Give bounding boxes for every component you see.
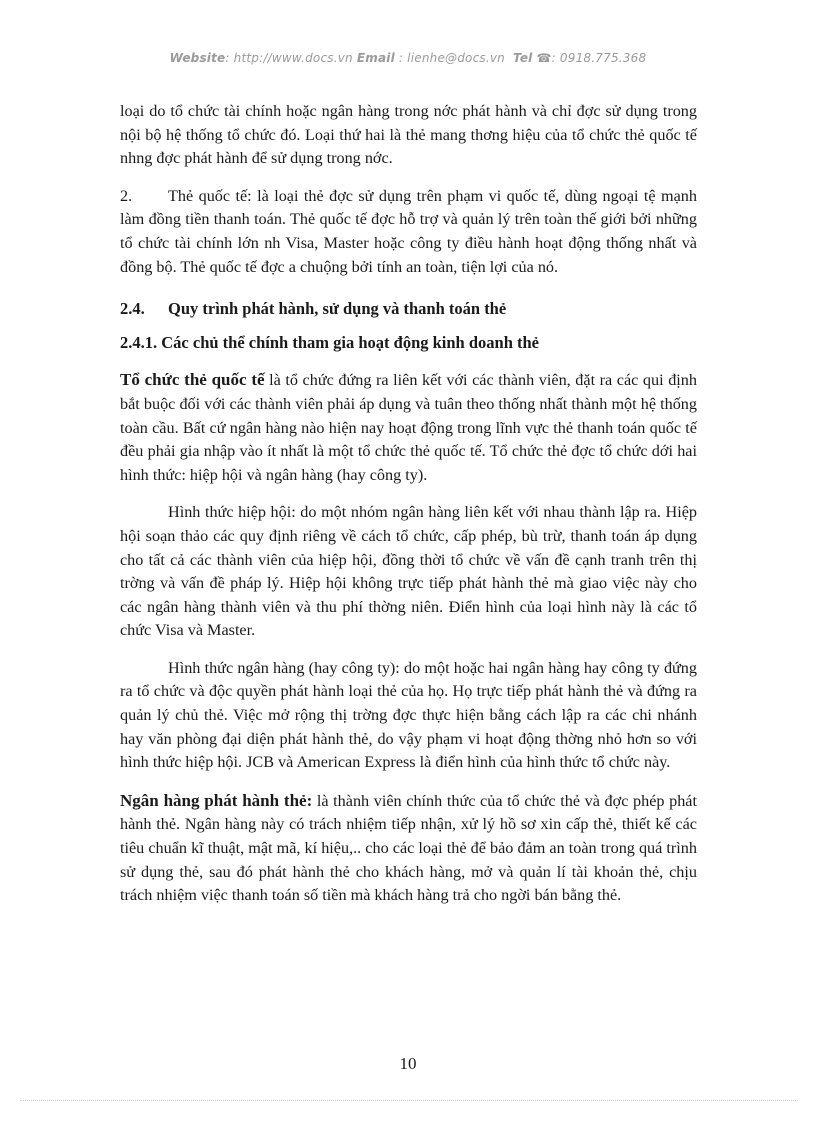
paragraph-text: là thành viên chính thức của tổ chức thẻ và đợc phép phát hành thẻ. Ngân hàng này có trách nhiệm tiếp nhận, xử lý hồ sơ xin cấp thẻ, thiết kế các tiêu chuẩn kĩ thuật, mật mã, kí hiệu,.. cho các loại thẻ để bảo đảm an toàn trong quá trình sử dụng thẻ, sau đó phát hành thẻ cho khách hàng, mở và quản lí tài khoản thẻ, chịu trách nhiệm việc thanh toán số tiền mà khách hàng trả cho ngời bán bằng thẻ. <box>120 791 697 905</box>
list-number: 2. <box>120 186 133 205</box>
paragraph-card-types: loại do tổ chức tài chính hoặc ngân hàng trong nớc phát hành và chỉ đợc sử dụng trong nội bộ hệ thống tổ chức đó. Loại thứ hai là thẻ mang thơng hiệu của tổ chức thẻ quốc tế nhng đợc phát hành để sử dụng trong nớc. <box>120 102 697 168</box>
paragraph-bank-form: Hình thức ngân hàng (hay công ty): do một hoặc hai ngân hàng hay công ty đứng ra tổ chức và độc quyền phát hành loại thẻ của họ. Họ trực tiếp phát hành thẻ và đứng ra quản lý chủ thẻ. Việc mở rộng thị trờng đợc thực hiện bằng cách lập ra các chi nhánh hay văn phòng đại diện phát hành thẻ, do vậy phạm vi hoạt động thờng nhỏ hơn so với hình thức hiệp hội. JCB và American Express là điển hình của hình thức tổ chức này. <box>120 658 697 772</box>
email-value: : lienhe@docs.vn <box>398 51 505 65</box>
phone-icon: ☎ <box>536 51 552 65</box>
term-bold: Tổ chức thẻ quốc tế <box>120 370 265 390</box>
tel-label: Tel <box>513 51 533 65</box>
tel-value: : 0918.775.368 <box>551 51 647 65</box>
page-number: 10 <box>399 1054 417 1073</box>
website-label: Website <box>169 51 226 65</box>
page-header <box>0 51 816 65</box>
section-heading <box>120 297 697 321</box>
paragraph-intl-org <box>120 368 697 487</box>
subsection-heading: 2.4.1. Các chủ thể chính tham gia hoạt động kinh doanh thẻ <box>120 332 540 352</box>
section-title: Quy trình phát hành, sử dụng và thanh toán thẻ <box>168 299 507 319</box>
email-label: Email <box>356 51 395 65</box>
paragraph-issuing-bank <box>120 789 697 908</box>
section-number: 2.4. <box>120 299 145 319</box>
paragraph-text: là tổ chức đứng ra liên kết với các thành viên, đặt ra các qui định bắt buộc đối với các thành viên phải áp dụng và tuân theo thống nhất thành một hệ thống toàn cầu. Bất cứ ngân hàng nào hiện nay hoạt động trong lĩnh vực thẻ thanh toán quốc tế đều phải gia nhập vào ít nhất là một tổ chức thẻ quốc tế. Tổ chức thẻ đợc tổ chức dới hai hình thức: hiệp hội và ngân hàng (hay công ty). <box>120 371 697 484</box>
term-bold: Ngân hàng phát hành thẻ: <box>120 790 313 810</box>
paragraph-text: Thẻ quốc tế: là loại thẻ đợc sử dụng trên phạm vi quốc tế, dùng ngoại tệ mạnh làm đồng tiền thanh toán. Thẻ quốc tế đợc hỗ trợ và quản lý trên toàn thế giới bởi những tổ chức tài chính lớn nh Visa, Master hoặc công ty điều hành hoạt động thống nhất và đồng bộ. Thẻ quốc tế đợc a chuộng bởi tính an toàn, tiện lợi của nó. <box>120 186 697 276</box>
document-body <box>120 100 697 908</box>
website-value: : http://www.docs.vn <box>225 51 353 65</box>
paragraph-international-card <box>120 185 697 279</box>
footer-divider <box>20 1100 796 1101</box>
paragraph-association: Hình thức hiệp hội: do một nhóm ngân hàng liên kết với nhau thành lập ra. Hiệp hội soạn thảo các quy định riêng về cách tổ chức, cấp phép, bù trừ, thanh toán áp dụng cho tất cả các thành viên của hiệp hội, đồng thời tổ chức về vấn đề cạnh tranh trên thị trờng và vấn đề pháp lý. Hiệp hội không trực tiếp phát hành thẻ mà giao việc này cho các ngân hàng thành viên và thu phí thờng niên. Điển hình của loại hình này là các tổ chức Visa và Master. <box>120 503 697 640</box>
